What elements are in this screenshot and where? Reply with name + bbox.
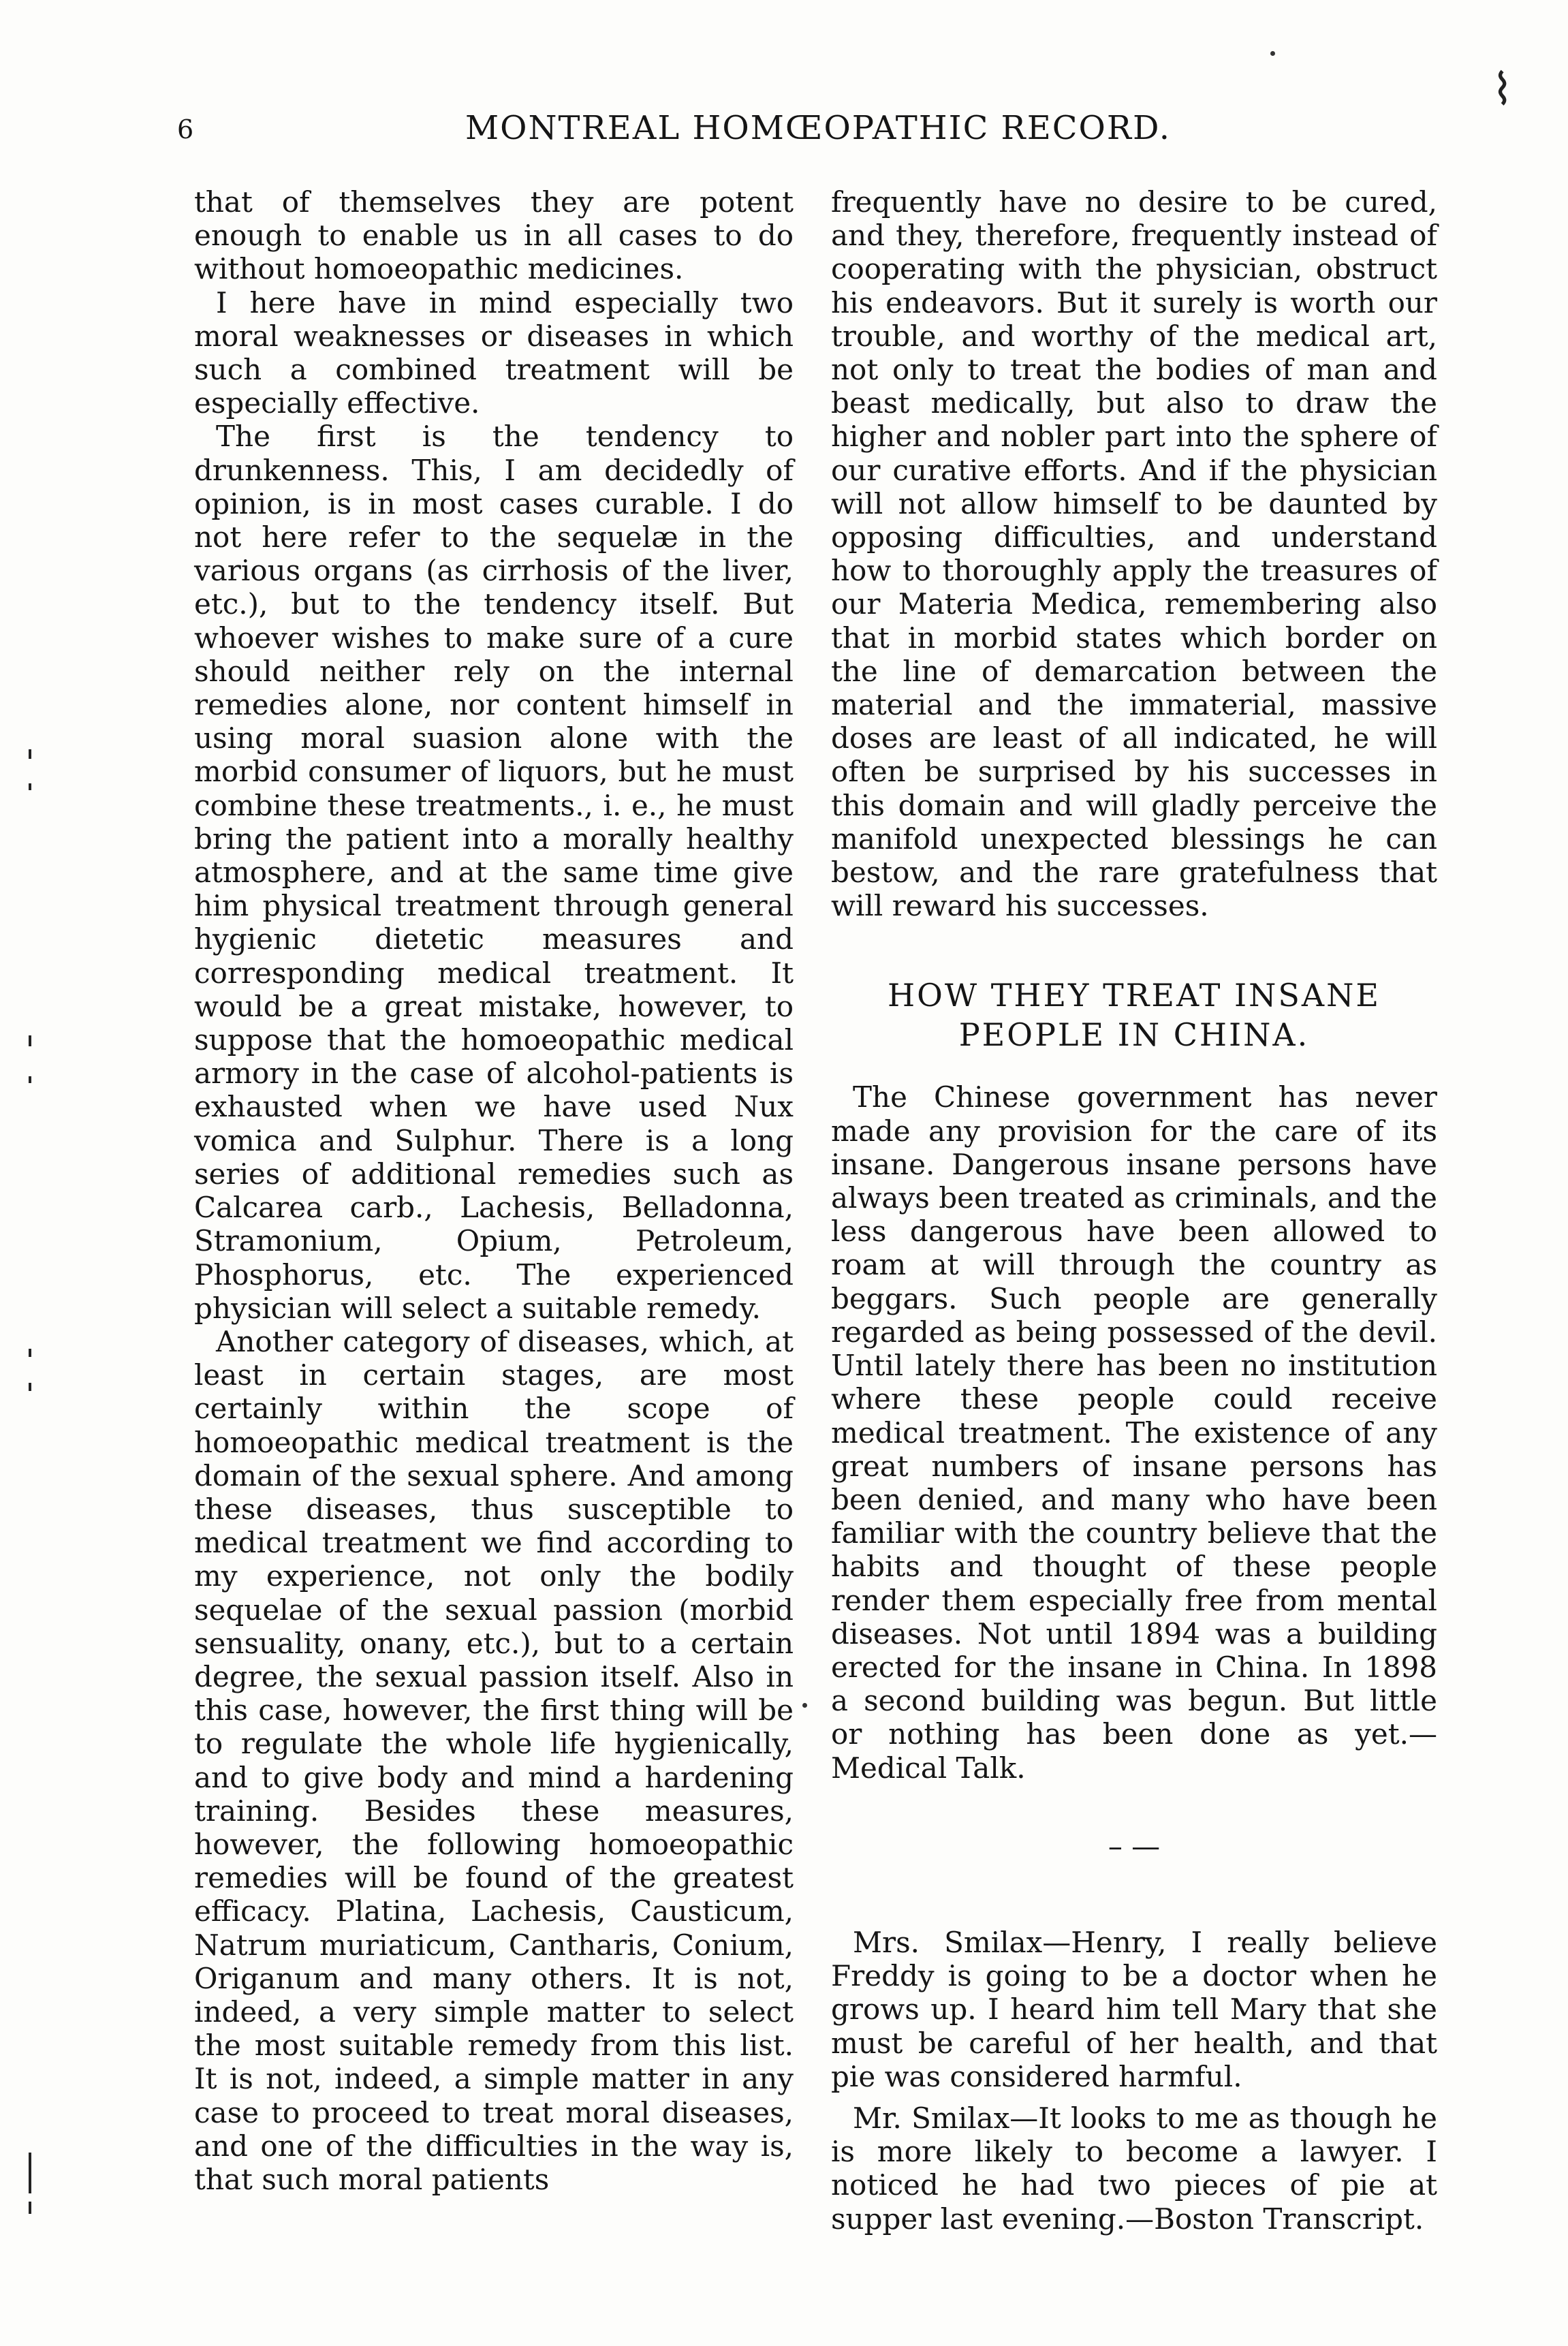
margin-tick: [29, 1076, 31, 1083]
scan-speck: [802, 1703, 807, 1708]
section-separator: – —: [1108, 1829, 1161, 1863]
paragraph-moral-weaknesses: I here have in mind especially two moral weaknesses or diseases in which such a combined treatment will be especially effective.: [194, 285, 794, 420]
margin-tick: [29, 1035, 31, 1046]
anecdote-mr-smilax: Mr. Smilax—It looks to me as though he is more likely to become a lawyer. I noticed he had two pieces of pie at supper last evening.—Boston Transcript.: [831, 2101, 1437, 2236]
article-title: [831, 975, 1437, 1054]
paragraph-continuation: that of themselves they are potent enough to enable us in all cases to do without homoeopathic medicines.: [194, 185, 794, 286]
page-header: [177, 102, 1459, 163]
article-body: The Chinese government has never made any provision for the care of its insane. Dangerous insane persons have always been treated as criminals, and the less dangerous have been allowed to roam at will through the country as beggars. Such people are generally regarded as being possessed of the devil. Until lately there has been no institution where these people could receive medical treatment. The existence of any great numbers of insane persons has been denied, and many who have been familiar with the country believe that the habits and thought of these people render them especially free from mental diseases. Not until 1894 was a building erected for the insane in China. In 1898 a second building was begun. But little or nothing has been done as yet.—Medical Talk.: [831, 1080, 1437, 1785]
paragraph-drunkenness: The first is the tendency to drunkenness. This, I am decidedly of opinion, is in most cases curable. I do not here refer to the sequelæ in the various organs (as cirrhosis of the liver, etc.), but to the tendency itself. But whoever wishes to make sure of a cure should neither rely on the internal remedies alone, nor content himself in using moral suasion alone with the morbid consumer of liquors, but he must combine these treatments., i. e., he must bring the patient into a morally healthy atmosphere, and at the same time give him physical treatment through general hygienic dietetic measures and corresponding medical treatment. It would be a great mistake, however, to suppose that the homoeopathic medical armory in the case of alcohol-patients is exhausted when we have used Nux vomica and Sulphur. There is a long series of additional remedies such as Calcarea carb., Lachesis, Belladonna, Stramonium, Opium, Petroleum, Phosphorus, etc. The experienced physician will select a suitable remedy.: [194, 420, 794, 1325]
margin-tick: [29, 749, 31, 759]
running-title: MONTREAL HOMŒOPATHIC RECORD.: [465, 109, 1171, 147]
anecdote-mrs-smilax: Mrs. Smilax—Henry, I really believe Freddy is going to be a doctor when he grows up. I heard him tell Mary that she must be careful of her health, and that pie was considered harmful.: [831, 1925, 1437, 2093]
article-title-line-1: HOW THEY TREAT INSANE: [888, 977, 1381, 1014]
right-column: [831, 185, 1437, 2236]
paragraph-right-continuation: frequently have no desire to be cured, and they, therefore, frequently instead of cooperating with the physician, obstruct his endeavors. But it surely is worth our trouble, and worthy of the medical art, not only to treat the bodies of man and beast medically, but also to draw the higher and nobler part into the sphere of our curative efforts. And if the physician will not allow himself to be daunted by opposing difficulties, and understand how to thoroughly apply the treasures of our Materia Medica, remembering also that in morbid states which border on the line of demarcation between the material and the immaterial, massive doses are least of all indicated, he will often be surprised by his successes in this domain and will gladly perceive the manifold unexpected blessings he can bestow, and the rare gratefulness that will reward his successes.: [831, 185, 1437, 923]
margin-tick: [29, 783, 31, 790]
left-column: [194, 185, 794, 2196]
page-number: 6: [177, 114, 194, 144]
margin-tick: [29, 2202, 31, 2214]
scan-speck: [1270, 51, 1275, 56]
margin-tick: [29, 2153, 31, 2193]
margin-tick: [29, 1383, 31, 1391]
paragraph-sexual-sphere: Another category of diseases, which, at least in certain stages, are most certainly within the scope of homoeopathic medical treatment is the domain of the sexual sphere. And among these diseases, thus susceptible to medical treatment we find according to my experience, not only the bodily sequelae of the sexual passion (morbid sensuality, onany, etc.), but to a certain degree, the sexual passion itself. Also in this case, however, the first thing will be to regulate the whole life hygienically, and to give body and mind a hardening training. Besides these measures, however, the following homoeopathic remedies will be found of the greatest efficacy. Platina, Lachesis, Causticum, Natrum muriaticum, Cantharis, Conium, Origanum and many others. It is not, indeed, a very simple matter to select the most suitable remedy from this list. It is not, indeed, a simple matter in any case to proceed to treat moral diseases, and one of the difficulties in the way is, that such moral patients: [194, 1324, 794, 2196]
margin-tick: [29, 1349, 31, 1357]
scan-mark-icon: ⌇: [1492, 65, 1514, 115]
article-title-line-2: PEOPLE IN CHINA.: [958, 1016, 1310, 1054]
